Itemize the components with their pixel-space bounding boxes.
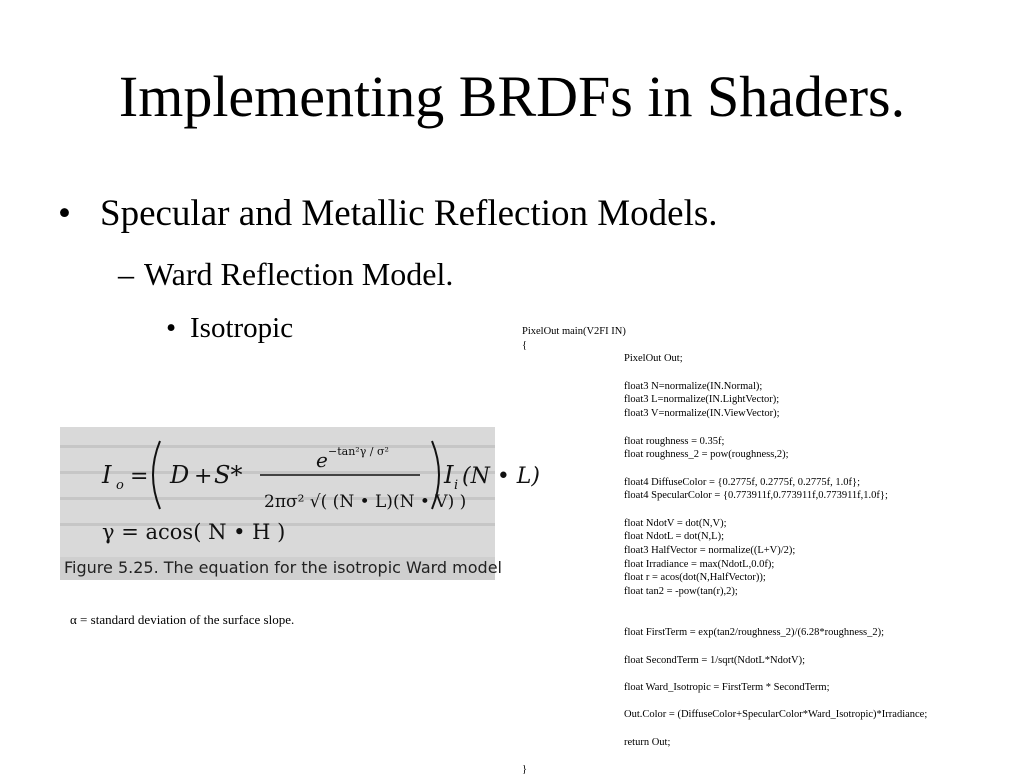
bullet-dot-icon: •	[166, 312, 177, 344]
code-line	[522, 421, 1002, 435]
equation-rhs-sub: i	[454, 478, 459, 493]
equation-gamma: γ = acos( N • H )	[102, 520, 286, 544]
code-line: float3 L=normalize(IN.LightVector);	[624, 394, 780, 406]
equation-D: D	[170, 461, 190, 489]
code-line: return Out;	[624, 736, 671, 748]
code-line: PixelOut Out;	[624, 353, 683, 365]
code-line: float NdotL = dot(N,L);	[624, 531, 725, 543]
code-line: float SecondTerm = 1/sqrt(NdotL*NdotV);	[624, 654, 806, 666]
equation-lhs: I	[102, 461, 112, 489]
ward-equation	[60, 427, 540, 557]
code-line: float roughness = 0.35f;	[624, 435, 725, 447]
code-line	[522, 612, 1002, 626]
bullet-level2	[118, 254, 453, 294]
code-line: PixelOut main(V2FI IN)	[522, 326, 626, 337]
code-line	[522, 503, 1002, 517]
code-line	[522, 462, 1002, 476]
equation-rhs-term: (N • L)	[462, 464, 540, 489]
bullet-level1	[58, 192, 718, 236]
equation-plus: +	[194, 464, 213, 489]
left-paren	[153, 441, 160, 509]
code-line	[522, 599, 1002, 613]
code-line: {	[522, 339, 528, 351]
shader-code-block	[522, 325, 1002, 777]
bullet-level3-text: Isotropic	[190, 312, 294, 344]
code-line: float NdotV = dot(N,V);	[624, 517, 727, 529]
code-line: float4 DiffuseColor = {0.2775f, 0.2775f, 0.2775f, 1.0f};	[624, 476, 860, 488]
equation-S: S*	[214, 461, 243, 489]
slide-title: Implementing BRDFs in Shaders.	[118, 64, 906, 129]
code-line	[522, 667, 1002, 681]
code-line: float roughness_2 = pow(roughness,2);	[624, 449, 789, 461]
code-line: float r = acos(dot(N,HalfVector));	[624, 572, 766, 584]
figure-caption: Figure 5.25. The equation for the isotropic Ward model	[64, 558, 502, 577]
equation-lhs-sub: o	[116, 478, 124, 493]
equation-exp-power: −tan²γ / σ²	[328, 445, 389, 458]
code-line: float Irradiance = max(NdotL,0.0f);	[624, 558, 775, 570]
equation-rhs: I	[444, 461, 454, 489]
bullet-dot-icon: •	[58, 193, 71, 234]
bullet-level2-text: Ward Reflection Model.	[144, 256, 454, 292]
code-line: float3 HalfVector = normalize((L+V)/2);	[624, 545, 796, 556]
code-line: float Ward_Isotropic = FirstTerm * SecondTerm;	[624, 681, 830, 693]
bullet-level3	[166, 310, 293, 346]
code-line: Out.Color = (DiffuseColor+SpecularColor*Ward_Isotropic)*Irradiance;	[624, 709, 928, 721]
code-line: float FirstTerm = exp(tan2/roughness_2)/(6.28*roughness_2);	[624, 627, 885, 639]
bullet-dash-icon: –	[118, 256, 134, 292]
equation-exp-base: e	[316, 448, 328, 472]
figure-caption-band	[60, 557, 502, 580]
equation-denominator: 2πσ² √( (N • L)(N • V) )	[264, 492, 467, 512]
code-line	[522, 640, 1002, 654]
bullet-level1-text: Specular and Metallic Reflection Models.	[100, 193, 718, 234]
code-line	[522, 366, 1002, 380]
code-line: float4 SpecularColor = {0.773911f,0.773911f,0.773911f,1.0f};	[624, 490, 888, 502]
code-line	[522, 695, 1002, 709]
ward-equation-figure	[60, 427, 540, 580]
code-line: float3 N=normalize(IN.Normal);	[624, 380, 763, 392]
code-line: float3 V=normalize(IN.ViewVector);	[624, 408, 780, 420]
code-line: }	[522, 764, 528, 775]
equation-equals: =	[130, 464, 149, 489]
code-line	[522, 749, 1002, 763]
alpha-definition: α = standard deviation of the surface slope.	[70, 612, 295, 627]
code-line	[522, 722, 1002, 736]
code-line: float tan2 = -pow(tan(r),2);	[624, 586, 738, 598]
